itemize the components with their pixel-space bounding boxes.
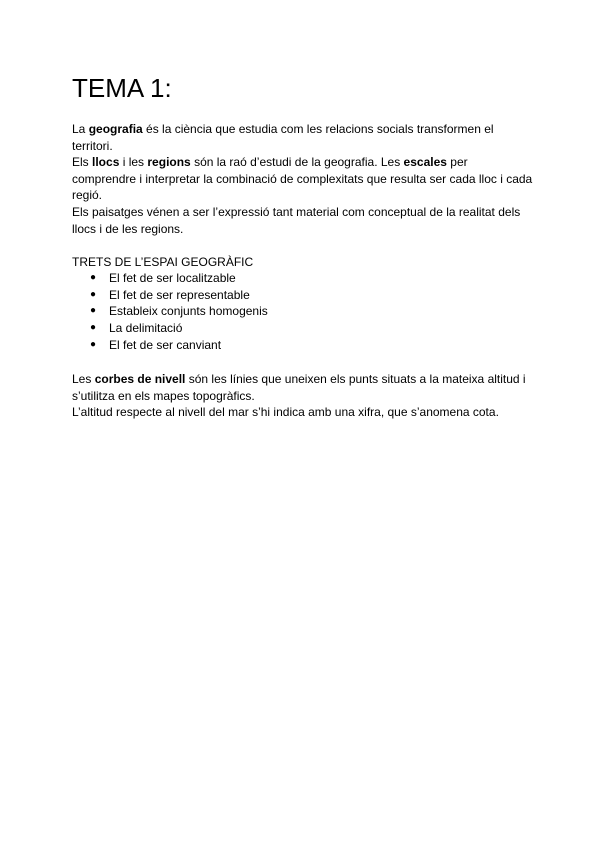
list-item	[90, 337, 268, 354]
text-span: Els	[72, 155, 93, 170]
landscapes-sentence: Els paisatges vénen a ser l’expressió tant material com conceptual de la realitat dels llocs i de les regions.	[72, 204, 521, 236]
bold-term-escales: escales	[403, 155, 447, 170]
bullet-icon: ●	[90, 305, 97, 317]
text-span: Les	[72, 372, 95, 386]
list-item-text: Estableix conjunts homogenis	[109, 304, 268, 319]
bold-term-llocs: llocs	[92, 155, 120, 170]
section-heading: TRETS DE L’ESPAI GEOGRÀFIC	[72, 255, 254, 269]
altitude-sentence: L’altitud respecte al nivell del mar s’hi indica amb una xifra, que s’anomena cota.	[72, 405, 499, 420]
text-span: és la ciència que estudia com les relacions socials transformen el territori.	[72, 122, 494, 153]
bullet-icon: ●	[90, 288, 97, 300]
list-item	[90, 320, 268, 337]
intro-paragraph	[72, 121, 534, 237]
bullet-icon: ●	[90, 322, 97, 334]
bold-term-corbes-de-nivell: corbes de nivell	[94, 372, 186, 386]
text-span: La	[72, 122, 89, 136]
traits-list	[90, 270, 268, 354]
page-title: TEMA 1:	[72, 73, 172, 103]
geography-definition	[72, 121, 534, 154]
text-span: per comprendre i interpretar la combinació de complexitats que resulta ser cada lloc i cada regió.	[72, 155, 533, 203]
contour-paragraph	[72, 371, 534, 421]
text-span: són les línies que uneixen els punts situats a la mateixa altitud i s’utilitza en els mapes topogràfics.	[72, 372, 526, 403]
bullet-icon: ●	[90, 272, 97, 283]
contour-definition	[72, 371, 534, 404]
text-span: són la raó d’estudi de la geografia. Les	[190, 155, 404, 170]
list-item-text: El fet de ser localitzable	[109, 271, 236, 285]
list-item	[90, 287, 268, 304]
bold-term-regions: regions	[147, 155, 191, 170]
list-item	[90, 303, 268, 320]
list-item-text: El fet de ser representable	[109, 287, 250, 302]
bold-term-geografia: geografia	[88, 122, 143, 136]
list-item-text: El fet de ser canviant	[109, 337, 222, 352]
text-span: i les	[119, 155, 148, 170]
list-item-text: La delimitació	[109, 321, 183, 336]
places-regions-sentence	[72, 154, 534, 204]
list-item	[90, 270, 268, 287]
bullet-icon: ●	[90, 338, 97, 350]
